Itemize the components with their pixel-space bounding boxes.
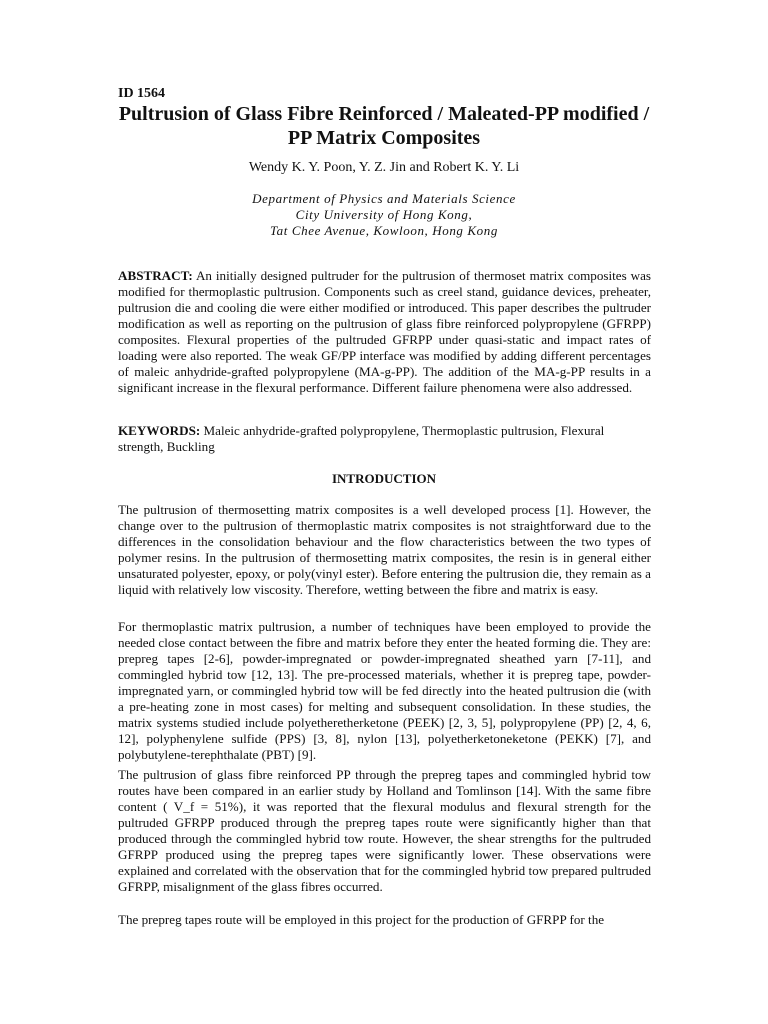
paper-title: Pultrusion of Glass Fibre Reinforced / Maleated-PP modified / PP Matrix Composites (118, 103, 650, 149)
abstract-text: An initially designed pultruder for the pultrusion of thermoset matrix composites was modified for thermoplastic pultrusion. Components such as creel stand, guidance devices, preheater, pultrusion die and cooling die were either modified or introduced. This paper describes the pultruder modification as well as reporting on the pultrusion of glass fibre reinforced polypropylene (GFRPP) composites. Flexural properties of the pultruded GFRPP under quasi-static and impact rates of loading were also reported. The weak GF/PP interface was modified by adding different percentages of maleic anhydride-grafted polypropylene (MA-g-PP). The addition of the MA-g-PP results in a significant increase in the flexural performance. Different failure phenomena were also addressed. (118, 268, 651, 395)
affiliation-line: Tat Chee Avenue, Kowloon, Hong Kong (270, 223, 498, 238)
paper-id: ID 1564 (118, 86, 166, 101)
intro-paragraph-2: For thermoplastic matrix pultrusion, a number of techniques have been employed to provide the needed close contact between the fibre and matrix before they enter the heated forming die. They are: prepreg tapes [2-6], powder-impregnated or powder-impregnated sheathed yarn [7-11], and commingled hybrid tow [12, 13]. The pre-processed materials, whether it is prepreg tape, powder-impregnated yarn, or commingled hybrid tow will be fed directly into the heated pultrusion die (with a pre-heating zone in most cases) for melting and subsequent consolidation. In these studies, the matrix systems studied include polyetheretherketone (PEEK) [2, 3, 5], polypropylene (PP) [2, 4, 6, 12], polyphenylene sulfide (PPS) [3, 8], nylon [13], polyetherketoneketone (PEKK) [7], and polybutylene-terephthalate (PBT) [9]. (118, 619, 651, 762)
author-list: Wendy K. Y. Poon, Y. Z. Jin and Robert K. Y. Li (248, 160, 520, 175)
keywords-text: Maleic anhydride-grafted polypropylene, Thermoplastic pultrusion, Flexural strength, Buckling (118, 423, 605, 454)
keywords-label: KEYWORDS: (118, 423, 201, 438)
keywords-paragraph (118, 423, 651, 455)
intro-paragraph-4: The prepreg tapes route will be employed in this project for the production of GFRPP for the (118, 912, 605, 927)
section-heading-introduction: INTRODUCTION (331, 471, 436, 486)
affiliation-line: City University of Hong Kong, (295, 207, 473, 222)
intro-paragraph-3: The pultrusion of glass fibre reinforced PP through the prepreg tapes and commingled hybrid tow routes have been compared in an earlier study by Holland and Tomlinson [14]. With the same fibre content ( V_f = 51%), it was reported that the flexural modulus and flexural strength for the pultruded GFRPP produced through the prepreg tapes route were significantly higher than that produced through the commingled hybrid tow route. However, the shear strengths for the pultruded GFRPP produced using the prepreg tapes were significantly lower. These observations were explained and correlated with the observation that for the commingled hybrid tow prepared pultruded GFRPP, misalignment of the glass fibres occurred. (118, 767, 651, 894)
abstract-paragraph (118, 268, 651, 396)
intro-paragraph-1: The pultrusion of thermosetting matrix composites is a well developed process [1]. However, the change over to the pultrusion of thermoplastic matrix composites is not straightforward due to the differences in the consolidation behaviour and the flow characteristics between the two types of polymer resins. In the pultrusion of thermosetting matrix composites, the resin is in general either unsaturated polyester, epoxy, or poly(vinyl ester). Before entering the pultrusion die, they remain as a liquid with relatively low viscosity. Therefore, wetting between the fibre and matrix is easy. (118, 502, 651, 597)
affiliation-block (118, 191, 650, 239)
abstract-label: ABSTRACT: (118, 268, 193, 283)
affiliation-line: Department of Physics and Materials Science (252, 191, 516, 206)
